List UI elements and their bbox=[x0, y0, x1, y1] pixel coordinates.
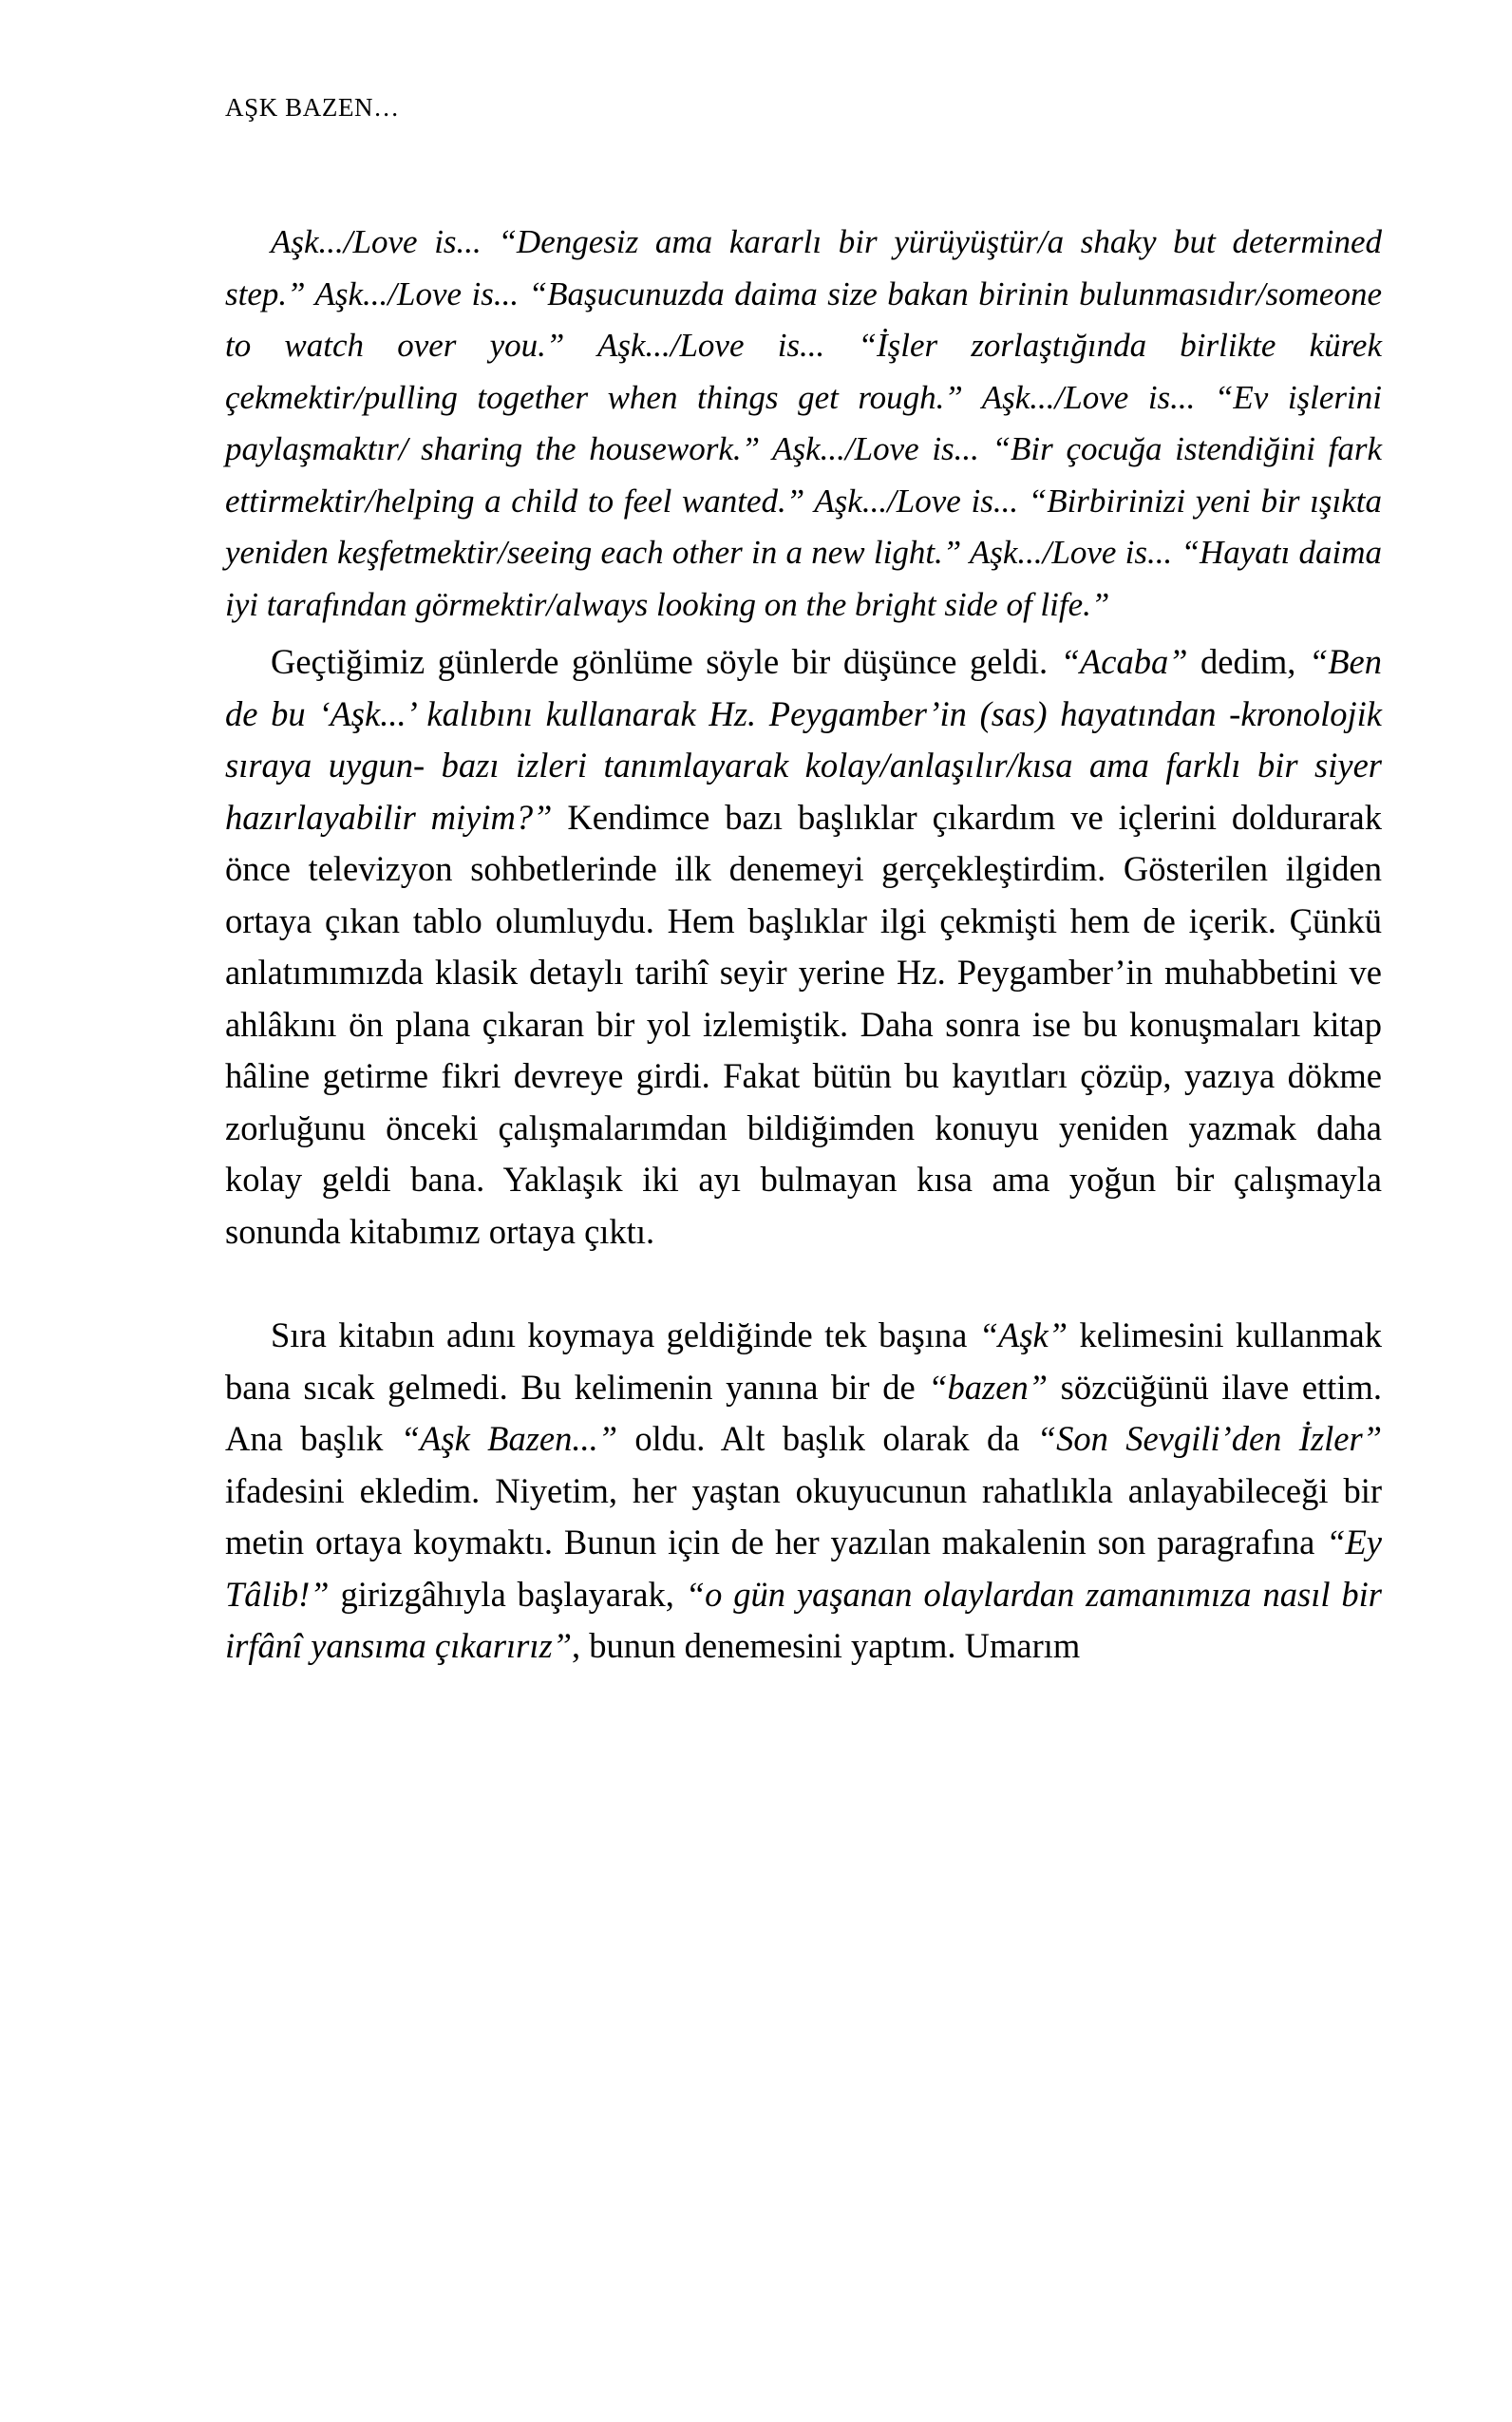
body-paragraph-3 bbox=[225, 1310, 1382, 1673]
para3-run-4: “bazen” bbox=[928, 1367, 1061, 1407]
para3-run-10: “Ey Tâlib!” bbox=[225, 1523, 1382, 1614]
para3-run-12: “o gün yaşanan olaylardan zamanımıza nasıl bir irfânî yansıma çıkarırız” bbox=[225, 1574, 1382, 1665]
blockquote-paragraph bbox=[225, 217, 1382, 631]
paragraph-spacer bbox=[225, 1258, 1382, 1310]
blockquote-text: Aşk.../Love is... “Dengesiz ama kararlı bir yürüyüştür/a shaky but determined step.” Aşk.../Love is... “Başucunuzda daima size bakan birinin bulunmasıdır/someone to watch over you.” Aşk.../Love is... “İşler zorlaştığında birlikte kürek çekmektir/pulling together when things get rough.” Aşk.../Love is... “Ev işlerini paylaşmaktır/ sharing the housework.” Aşk.../Love is... “Bir çocuğa istendiğini fark ettirmektir/helping a child to feel wanted.” Aşk.../Love is... “Birbirinizi yeni bir ışıkta yeniden keşfetmektir/seeing each other in a new light.” Aşk.../Love is... “Hayatı daima iyi tarafından görmektir/always looking on the bright side of life.” bbox=[225, 223, 1382, 623]
para2-run-2: “Acaba” bbox=[1060, 642, 1201, 681]
running-head: AŞK BAZEN… bbox=[225, 93, 400, 122]
para3-run-1: Sıra kitabın adını koymaya geldiğinde tek başına bbox=[271, 1315, 979, 1354]
para3-run-7: oldu. Alt başlık olarak da bbox=[634, 1419, 1037, 1458]
body-paragraph-2 bbox=[225, 636, 1382, 1258]
para2-run-1: Geçtiğimiz günlerde gönlüme söyle bir düşünce geldi. bbox=[271, 642, 1061, 681]
para3-run-2: “Aşk” bbox=[978, 1315, 1080, 1354]
para3-run-5: sözcüğünü ilave ettim. Ana başlık bbox=[225, 1367, 1382, 1458]
text-column bbox=[225, 217, 1382, 1673]
para3-run-8: “Son Sevgili’den İzler” bbox=[1036, 1419, 1382, 1458]
para2-run-5: Kendimce bazı başlıklar çıkardım ve içlerini doldurarak önce televizyon sohbetlerinde ilk denemeyi gerçekleştirdim. Gösterilen ilgiden ortaya çıkan tablo olumluydu. Hem başlıklar ilgi çekmişti hem de içerik. Çünkü anlatımımızda klasik detaylı tarihî seyir yerine Hz. Peygamber’in muhabbetini ve ahlâkını ön plana çıkaran bir yol izlemiştik. Daha sonra ise bu konuşmaları kitap hâline getirme fikri devreye girdi. Fakat bütün bu kayıtları çözüp, yazıya dökme zorluğunu önceki çalışmalarımdan bildiğimden konuyu yeniden yazmak daha kolay geldi bana. Yaklaşık iki ayı bulmayan kısa ama yoğun bir çalışmayla sonunda kitabımız ortaya çıktı. bbox=[225, 797, 1382, 1251]
para3-run-11: girizgâhıyla başlayarak, bbox=[340, 1574, 686, 1614]
para2-run-3: dedim, bbox=[1200, 642, 1309, 681]
para3-run-13: , bunun denemesini yaptım. Umarım bbox=[572, 1626, 1081, 1665]
para3-run-9: ifadesini ekledim. Niyetim, her yaştan okuyucunun rahatlıkla anlayabileceği bir metin ortaya koymaktı. Bunun için de her yazılan makalenin son paragrafına bbox=[225, 1470, 1382, 1561]
para3-run-6: “Aşk Bazen...” bbox=[400, 1419, 635, 1458]
para3-run-3: kelimesini kullanmak bana sıcak gelmedi. Bu kelimenin yanına bir de bbox=[225, 1315, 1382, 1407]
para2-run-4: “Ben de bu ‘Aşk...’ kalıbını kullanarak Hz. Peygamber’in (sas) hayatından -kronolojik sıraya uygun- bazı izleri tanımlayarak kolay/anlaşılır/kısa ama farklı bir siyer hazırlayabilir miyim?” bbox=[225, 642, 1382, 837]
